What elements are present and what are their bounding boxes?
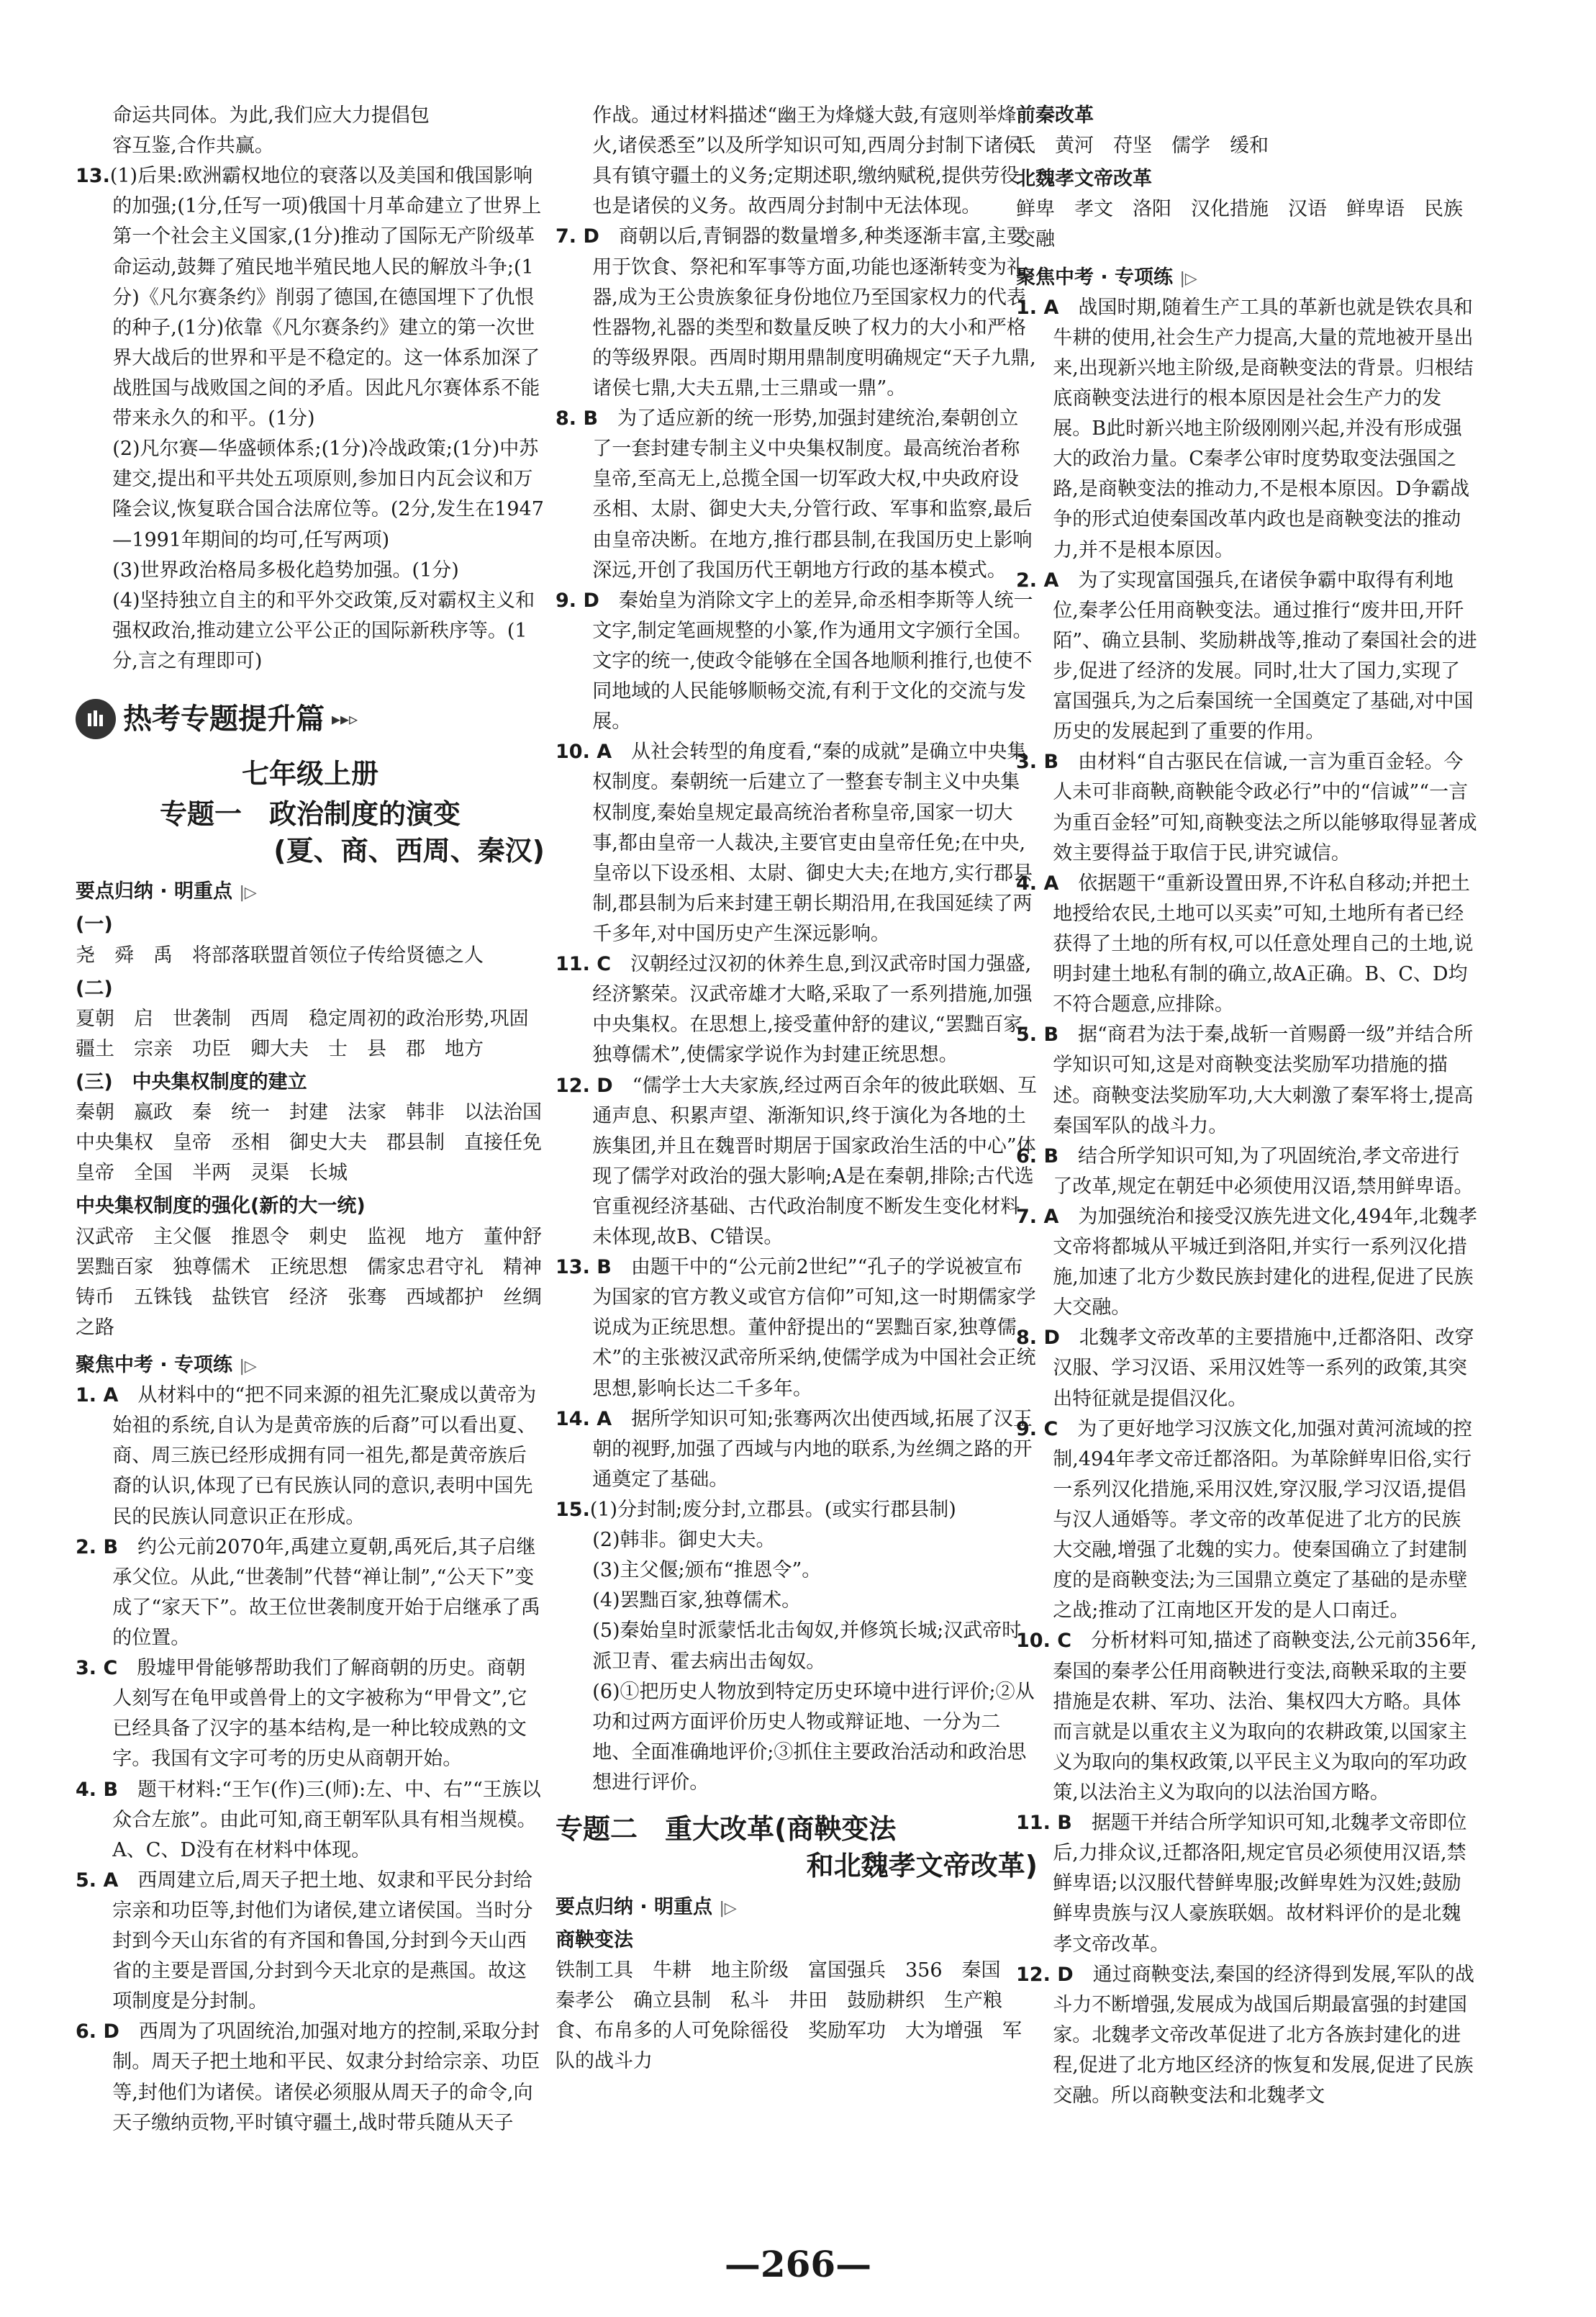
- continued-text: [76, 101, 545, 161]
- point-keywords: 氐 黄河 苻坚 儒学 缓和: [1016, 135, 1269, 158]
- answer-15-part: (4)罢黜百家,独尊儒术。: [592, 1589, 802, 1612]
- answer-number: 3. C: [76, 1657, 118, 1680]
- answer-number: 10. C: [1016, 1630, 1072, 1653]
- answer-text: 西周建立后,周天子把土地、奴隶和平民分封给宗亲和功臣等,封他们为诸侯,建立诸侯国。当时分封到今天山东省的有齐国和鲁国,分封到今天山西省的主要是晋国,分封到今天北京的是燕国。故这项制度是分封制。: [112, 1869, 533, 2013]
- answer-item: [1016, 869, 1478, 1021]
- answer-number: 3. B: [1016, 751, 1059, 774]
- answer-text: 分析材料可知,描述了商鞅变法,公元前356年,秦国的秦孝公任用商鞅进行变法,商鞅采取的主要措施是农耕、军功、法治、集权四大方略。具体而言就是以重农主义为取向的农耕政策,以国家主义为取向的集权政策,以平民主义为取向的军功政策,以法治主义为取向的以法治国方略。: [1053, 1630, 1477, 1805]
- answer-number: 4. B: [76, 1778, 119, 1801]
- answer-text: 战国时期,随着生产工具的革新也就是铁农具和牛耕的使用,社会生产力提高,大量的荒地被开垦出来,出现新兴地主阶级,是商鞅变法的背景。归根结底商鞅变法进行的根本原因是社会生产力的发展。B此时新兴地主阶级刚刚兴起,并没有形成强大的政治力量。C秦孝公审时度势取变法强国之路,是商鞅变法的推动力,不是根本原因。D争霸战争的形式迫使秦国改革内政也是商鞅变法的推动力,并不是根本原因。: [1053, 296, 1474, 561]
- answer-15: [556, 1495, 1038, 1525]
- answer-item: [76, 2017, 545, 2138]
- answer-15-part: (5)秦始皇时派蒙恬北击匈奴,并修筑长城;汉武帝时派卫青、霍去病出击匈奴。: [592, 1620, 1022, 1673]
- heading-text: 聚焦中考 · 专项练: [1016, 266, 1174, 289]
- heading-text: 聚焦中考 · 专项练: [76, 1353, 233, 1376]
- answer-number: 2. A: [1016, 569, 1059, 592]
- heading-text: 要点归纳 · 明重点: [76, 880, 233, 903]
- section-heading-focus: [1016, 263, 1478, 293]
- page-number: —266—: [724, 2243, 872, 2285]
- answer-text: 西周为了巩固统治,加强对地方的控制,采取分封制。周天子把土地和平民、奴隶分封给宗亲、功臣等,封他们为诸侯。诸侯必须服从周天子的命令,向天子缴纳贡物,平时镇守疆土,战时带兵随从天子: [112, 2020, 540, 2134]
- point-label: 北魏孝文帝改革: [1016, 168, 1152, 191]
- answer-item: [556, 1071, 1038, 1253]
- answer-text: 殷墟甲骨能够帮助我们了解商朝的历史。商朝人刻写在龟甲或兽骨上的文字被称为“甲骨文”,它已经具备了汉字的基本结构,是一种比较成熟的文字。我国有文字可考的历史从商朝开始。: [112, 1657, 527, 1771]
- answer-text: 通过商鞅变法,秦国的经济得到发展,军队的战斗力不断增强,发展成为战国后期最富强的封建国家。北魏孝文帝改革促进了北方各族封建化的进程,促进了北方地区经济的恢复和发展,促进了民族交融。所以商鞅变法和北魏孝文: [1053, 1963, 1474, 2108]
- answer-item: [1016, 1020, 1478, 1141]
- answer-number: 11. C: [556, 953, 612, 976]
- answer-item: [1016, 1142, 1478, 1202]
- answer-number: 8. B: [556, 407, 599, 430]
- answer-text: 题干材料:“王乍(作)三(师):左、中、右”“王族以众合左旅”。由此可知,商王朝军队具有相当规模。A、C、D没有在材料中体现。: [112, 1778, 541, 1861]
- answer-number: 5. B: [1016, 1024, 1059, 1047]
- answer-text: 由材料“自古驱民在信诚,一言为重百金轻。今人未可非商鞅,商鞅能令政必行”中的“信诚”“一言为重百金轻”可知,商鞅变法之所以能够取得显著成效主要得益于取信于民,讲究诚信。: [1053, 751, 1477, 864]
- answer-number: 9. D: [556, 589, 599, 612]
- point-keywords: 铁制工具 牛耕 地主阶级 富国强兵 356 秦国 秦孝公 确立县制 私斗 井田 鼓励耕织 生产粮食、布帛多的人可免除徭役 奖励军功 大为增强 军队的战斗力: [556, 1959, 1022, 2073]
- point-label: (三) 中央集权制度的建立: [76, 1070, 307, 1093]
- answer-15-part: (3)主父偃;颁布“推恩令”。: [592, 1559, 822, 1582]
- topic-title: 专题二 重大改革(商鞅变法: [556, 1813, 897, 1846]
- answer-text: 为了适应新的统一形势,加强封建统治,秦朝创立了一套封建专制主义中央集权制度。最高统治者称皇帝,至高无上,总揽全国一切军政大权,中央政府设丞相、太尉、御史大夫,分管行政、军事和监察,最后由皇帝决断。在地方,推行郡县制,在我国历史上影响深远,开创了我国历代王朝地方行政的基本模式。: [592, 407, 1033, 582]
- answer-item: [76, 1866, 545, 2018]
- play-icon: |▷: [239, 1357, 257, 1376]
- answer-number: 4. A: [1016, 872, 1059, 895]
- answer-number: 8. D: [1016, 1327, 1060, 1350]
- section-heading-points: [556, 1892, 1038, 1923]
- point-keywords: 汉武帝 主父偃 推恩令 刺史 监视 地方 董仲舒 罢黜百家 独尊儒术 正统思想 儒家忠君守礼 精神 铸币 五铢钱 盐铁官 经济 张骞 西域都护 丝绸之路: [76, 1225, 561, 1339]
- answer-15-part: (6)①把历史人物放到特定历史环境中进行评价;②从功和过两方面评价历史人物或辩证地、一分为二地、全面准确地评价;③抓住主要政治活动和政治思想进行评价。: [592, 1680, 1035, 1794]
- answer-item: [1016, 566, 1478, 748]
- play-icon: |▷: [1179, 269, 1197, 288]
- point-label: (一): [76, 913, 113, 936]
- answer-item: [1016, 1202, 1478, 1323]
- section-heading-points: [76, 877, 545, 907]
- continued-text: 作战。通过材料描述“幽王为烽燧大鼓,有寇则举烽火,诸侯悉至”以及所学知识可知,西周分封制下诸侯具有镇守疆土的义务;定期述职,缴纳赋税,提供劳役也是诸侯的义务。故西周分封制中无法体现。: [592, 104, 1023, 218]
- answer-item: [1016, 1626, 1478, 1808]
- arrows-icon: ▸▸▹: [332, 708, 358, 729]
- text-line: 命运共同体。为此,我们应大力提倡包: [112, 104, 430, 127]
- answer-number: 14. A: [556, 1407, 612, 1430]
- column-right: [1016, 101, 1478, 2111]
- answer-text: 由题干中的“公元前2世纪”“孔子的学说被宣布为国家的官方教义或官方信仰”可知,这一时期儒家学说成为正统思想。董仲舒提出的“罢黜百家,独尊儒术”的主张被汉武帝所采纳,使儒学成为中国社会正统思想,影响长达二千多年。: [592, 1256, 1036, 1400]
- answer-number: 10. A: [556, 741, 612, 764]
- answer-text: 据“商君为法于秦,战斩一首赐爵一级”并结合所学知识可知,这是对商鞅变法奖励军功措施的描述。商鞅变法奖励军功,大大刺激了秦军将士,提高秦国军队的战斗力。: [1053, 1024, 1474, 1137]
- answer-text: 从材料中的“把不同来源的祖先汇聚成以黄帝为始祖的系统,自认为是黄帝族的后裔”可以看出夏、商、周三族已经形成拥有同一祖先,都是黄帝族后裔的认识,体现了已有民族认同的意识,表明中国先民的民族认同意识正在形成。: [112, 1384, 537, 1528]
- column-left: [76, 101, 561, 2138]
- answer-15-part: (2)韩非。御史大夫。: [592, 1529, 776, 1552]
- answer-text: 结合所学知识可知,为了巩固统治,孝文帝进行了改革,规定在朝廷中必须使用汉语,禁用鲜卑语。: [1053, 1144, 1474, 1198]
- answer-number: 13.: [76, 165, 110, 188]
- answer-item: [556, 222, 1038, 404]
- answer-text: 为了实现富国强兵,在诸侯争霸中取得有利地位,秦孝公任用商鞅变法。通过推行“废井田,开阡陌”、确立县制、奖励耕战等,推动了秦国社会的进步,促进了经济的发展。同时,壮大了国力,实现了富国强兵,为之后秦国统一全国奠定了基础,对中国历史的发展起到了重要的作用。: [1053, 569, 1477, 744]
- answer-number: 12. D: [556, 1074, 613, 1097]
- play-icon: |▷: [239, 884, 257, 903]
- answer-item: [556, 404, 1038, 586]
- answer-item: [556, 1252, 1038, 1404]
- answer-item: [556, 737, 1038, 949]
- answer-number: 1. A: [76, 1384, 119, 1407]
- answer-13-part4: (4)坚持独立自主的和平外交政策,反对霸权主义和强权政治,推动建立公平公正的国际新秩序等。(1分,言之有理即可): [112, 589, 535, 672]
- answer-item: [1016, 293, 1478, 566]
- answer-text: 秦始皇为消除文字上的差异,命丞相李斯等人统一文字,制定笔画规整的小篆,作为通用文字颁行全国。文字的统一,使政令能够在全国各地顺利推行,也使不同地域的人民能够顺畅交流,有利于文化的交流与发展。: [592, 589, 1033, 733]
- answer-text: 商朝以后,青铜器的数量增多,种类逐渐丰富,主要用于饮食、祭祀和军事等方面,功能也逐渐转变为礼器,成为王公贵族象征身份地位乃至国家权力的代表性器物,礼器的类型和数量反映了权力的大小和严格的等级界限。西周时期用鼎制度明确规定“天子九鼎,诸侯七鼎,大夫五鼎,士三鼎或一鼎”。: [592, 225, 1036, 399]
- answer-text: 约公元前2070年,禹建立夏朝,禹死后,其子启继承父位。从此,“世袭制”代替“禅让制”,“公天下”变成了“家天下”。故王位世袭制度开始于启继承了禹的位置。: [112, 1535, 540, 1649]
- topic-subtitle: (夏、商、西周、秦汉): [273, 835, 545, 867]
- point-label: 商鞅变法: [556, 1928, 633, 1951]
- point-keywords: 尧 舜 禹 将部落联盟首领位子传给贤德之人: [76, 944, 484, 967]
- answer-item: [556, 586, 1038, 738]
- book-icon: [76, 699, 116, 739]
- answer-13-part2: (2)凡尔赛—华盛顿体系;(1分)冷战政策;(1分)中苏建交,提出和平共处五项原则,参加日内瓦会议和万隆会议,恢复联合国合法席位等。(2分,发生在1947—1991年期间的均可,任写两项): [112, 438, 544, 551]
- answer-number: 11. B: [1016, 1812, 1072, 1835]
- heading-text: 要点归纳 · 明重点: [556, 1895, 713, 1918]
- answer-text: “儒学士大夫家族,经过两百余年的彼此联姻、互通声息、积累声望、渐渐知识,终于演化为各地的土族集团,并且在魏晋时期居于国家政治生活的中心”体现了儒学对政治的强大影响;A是在秦朝,排除;古代选官重视经济基础、古代政治制度不断发生变化材料未体现,故B、C错误。: [592, 1074, 1038, 1249]
- answer-number: 9. C: [1016, 1417, 1058, 1440]
- point-keywords: 鲜卑 孝文 洛阳 汉化措施 汉语 鲜卑语 民族交融: [1016, 198, 1463, 251]
- answer-item: [76, 1775, 545, 1866]
- answer-item: [1016, 1414, 1478, 1627]
- answer-13-part3: (3)世界政治格局多极化趋势加强。(1分): [112, 559, 459, 582]
- answer-number: 7. D: [556, 225, 599, 248]
- answer-text: 据所学知识可知;张骞两次出使西域,拓展了汉王朝的视野,加强了西域与内地的联系,为丝绸之路的开通奠定了基础。: [592, 1407, 1033, 1491]
- answer-number: 1. A: [1016, 296, 1059, 319]
- text-line: 容互鉴,合作共赢。: [112, 135, 274, 158]
- answer-text: 据题干并结合所学知识可知,北魏孝文帝即位后,力排众议,迁都洛阳,规定官员必须使用汉语,禁鲜卑语;以汉服代替鲜卑服;改鲜卑姓为汉姓;鼓励鲜卑贵族与汉人豪族联姻。故材料评价的是北魏孝文帝改革。: [1053, 1812, 1467, 1956]
- answer-text: (1)后果:欧洲霸权地位的衰落以及美国和俄国影响的加强;(1分,任写一项)俄国十月革命建立了世界上第一个社会主义国家,(1分)推动了国际无产阶级革命运动,鼓舞了殖民地半殖民地人民的解放斗争;(1分)《凡尔赛条约》削弱了德国,在德国埋下了仇恨的种子,(1分)依靠《凡尔赛条约》建立的第一次世界大战后的世界和平是不稳定的。这一体系加深了战胜国与战败国之间的矛盾。因此凡尔赛体系不能带来永久的和平。(1分): [109, 165, 542, 430]
- point-label: (二): [76, 977, 113, 1000]
- answer-13: [76, 161, 545, 434]
- answer-text: 从社会转型的角度看,“秦的成就”是确立中央集权制度。秦朝统一后建立了一整套专制主义中央集权制度,秦始皇规定最高统治者称皇帝,国家一切大事,都由皇帝一人裁决,主要官吏由皇帝任免;在中央,皇帝以下设丞相、太尉、御史大夫;在地方,实行郡县制,郡县制为后来封建王朝长期沿用,在我国延续了两千多年,对中国历史产生深远影响。: [592, 741, 1033, 945]
- answer-text: 汉朝经过汉初的休养生息,到汉武帝时国力强盛,经济繁荣。汉武帝雄才大略,采取了一系列措施,加强中央集权。在思想上,接受董仲舒的建议,“罢黜百家,独尊儒术”,使儒家学说作为封建正统思想。: [592, 953, 1033, 1067]
- answer-number: 7. A: [1016, 1205, 1059, 1228]
- answer-item: [1016, 1808, 1478, 1960]
- answer-number: 6. D: [76, 2020, 119, 2043]
- answer-text: 为加强统治和接受汉族先进文化,494年,北魏孝文帝将都城从平城迁到洛阳,并实行一系列汉化措施,加速了北方少数民族封建化的进程,促进了民族大交融。: [1053, 1205, 1478, 1319]
- answer-text: (1)分封制;废分封,立郡县。(或实行郡县制): [589, 1499, 956, 1522]
- answer-item: [1016, 1960, 1478, 2112]
- answer-number: 13. B: [556, 1256, 612, 1279]
- answer-item: [1016, 1323, 1478, 1414]
- section-banner: [76, 697, 545, 741]
- point-label: 中央集权制度的强化(新的大一统): [76, 1195, 366, 1218]
- point-keywords: 夏朝 启 世袭制 西周 稳定周初的政治形势,巩固疆土 宗亲 功臣 卿大夫 士 县 郡 地方: [76, 1007, 529, 1060]
- answer-item: [76, 1381, 545, 1532]
- answer-number: 15.: [556, 1499, 590, 1522]
- point-keywords: 秦朝 嬴政 秦 统一 封建 法家 韩非 以法治国 中央集权 皇帝 丞相 御史大夫 郡县制 直接任免 皇帝 全国 半两 灵渠 长城: [76, 1101, 561, 1185]
- answer-item: [556, 949, 1038, 1070]
- answer-number: 5. A: [76, 1869, 119, 1892]
- answer-number: 6. B: [1016, 1144, 1059, 1167]
- answer-number: 12. D: [1016, 1963, 1074, 1986]
- answer-item: [76, 1653, 545, 1774]
- answer-text: 北魏孝文帝改革的主要措施中,迁都洛阳、改穿汉服、学习汉语、采用汉姓等一系列的政策,其突出特征就是提倡汉化。: [1053, 1327, 1474, 1410]
- answer-text: 依据题干“重新设置田界,不许私自移动;并把土地授给农民,土地可以买卖”可知,土地所有者已经获得了土地的所有权,可以任意处理自己的土地,说明封建土地私有制的确立,故A正确。B、C、D均不符合题意,应排除。: [1053, 872, 1474, 1016]
- answer-number: 2. B: [76, 1535, 119, 1558]
- column-middle: [556, 101, 1038, 2077]
- banner-title: 热考专题提升篇: [123, 703, 325, 736]
- point-label: 前秦改革: [1016, 104, 1094, 127]
- topic-subtitle: 和北魏孝文帝改革): [806, 1850, 1038, 1882]
- answer-item: [556, 1404, 1038, 1495]
- topic-title: 专题一 政治制度的演变: [159, 798, 461, 830]
- answer-item: [1016, 747, 1478, 868]
- answer-text: 为了更好地学习汉族文化,加强对黄河流域的控制,494年孝文帝迁都洛阳。为革除鲜卑旧俗,实行一系列汉化措施,采用汉姓,穿汉服,学习汉语,提倡与汉人通婚等。孝文帝的改革促进了北方的民族大交融,增强了北魏的实力。使秦国确立了封建制度的是商鞅变法;为三国鼎立奠定了基础的是赤壁之战;推动了江南地区开发的是人口南迁。: [1053, 1417, 1472, 1622]
- answer-item: [76, 1532, 545, 1653]
- section-heading-focus: [76, 1350, 545, 1381]
- play-icon: |▷: [719, 1899, 737, 1918]
- grade-title: 七年级上册: [241, 758, 378, 790]
